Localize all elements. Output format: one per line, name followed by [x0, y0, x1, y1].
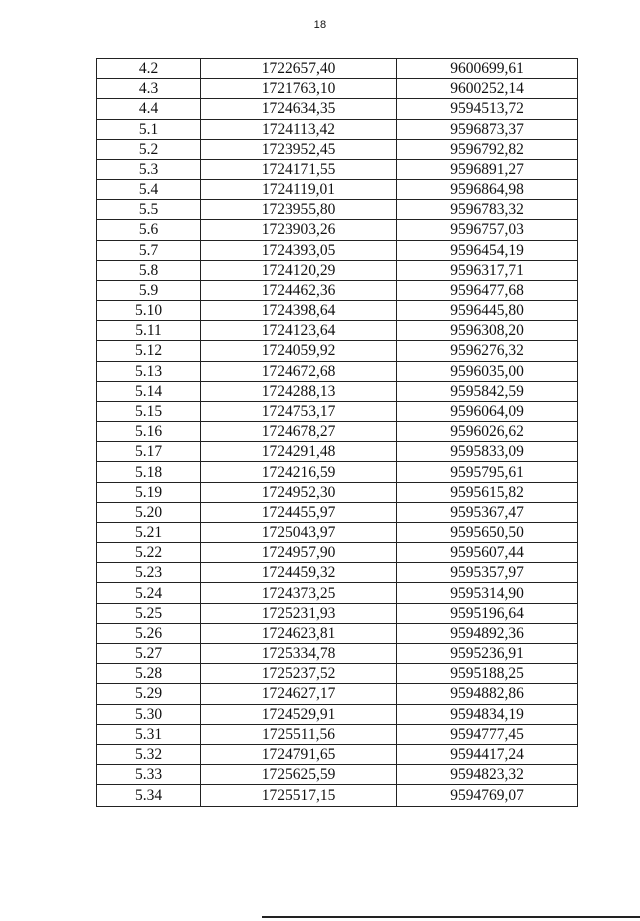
- point-number-cell: 4.3: [97, 79, 201, 99]
- bottom-rule: [262, 916, 640, 918]
- table-row: [97, 200, 578, 220]
- point-number-cell: 5.31: [97, 724, 201, 744]
- point-number-cell: 5.21: [97, 522, 201, 542]
- table-row: [97, 240, 578, 260]
- point-number-cell: 5.29: [97, 684, 201, 704]
- x-coordinate-cell: 1724623,81: [201, 623, 397, 643]
- x-coordinate-cell: 1724171,55: [201, 159, 397, 179]
- table-row: [97, 462, 578, 482]
- x-coordinate-cell: 1725511,56: [201, 724, 397, 744]
- point-number-cell: 5.15: [97, 401, 201, 421]
- point-number-cell: 4.2: [97, 59, 201, 79]
- y-coordinate-cell: 9595196,64: [397, 603, 578, 623]
- y-coordinate-cell: 9595188,25: [397, 664, 578, 684]
- x-coordinate-cell: 1722657,40: [201, 59, 397, 79]
- y-coordinate-cell: 9596454,19: [397, 240, 578, 260]
- x-coordinate-cell: 1724373,25: [201, 583, 397, 603]
- table-row: [97, 280, 578, 300]
- y-coordinate-cell: 9594417,24: [397, 744, 578, 764]
- table-row: [97, 99, 578, 119]
- table-row: [97, 180, 578, 200]
- y-coordinate-cell: 9595795,61: [397, 462, 578, 482]
- point-number-cell: 5.3: [97, 159, 201, 179]
- point-number-cell: 5.23: [97, 563, 201, 583]
- y-coordinate-cell: 9596783,32: [397, 200, 578, 220]
- y-coordinate-cell: 9594882,86: [397, 684, 578, 704]
- table-row: [97, 422, 578, 442]
- point-number-cell: 5.25: [97, 603, 201, 623]
- x-coordinate-cell: 1725231,93: [201, 603, 397, 623]
- x-coordinate-cell: 1724123,64: [201, 321, 397, 341]
- y-coordinate-cell: 9595615,82: [397, 482, 578, 502]
- y-coordinate-cell: 9596026,62: [397, 422, 578, 442]
- y-coordinate-cell: 9600252,14: [397, 79, 578, 99]
- x-coordinate-cell: 1724059,92: [201, 341, 397, 361]
- y-coordinate-cell: 9596035,00: [397, 361, 578, 381]
- y-coordinate-cell: 9595842,59: [397, 381, 578, 401]
- table-row: [97, 260, 578, 280]
- x-coordinate-cell: 1724393,05: [201, 240, 397, 260]
- x-coordinate-cell: 1721763,10: [201, 79, 397, 99]
- y-coordinate-cell: 9595357,97: [397, 563, 578, 583]
- table-row: [97, 724, 578, 744]
- x-coordinate-cell: 1724634,35: [201, 99, 397, 119]
- table-row: [97, 159, 578, 179]
- x-coordinate-cell: 1725043,97: [201, 522, 397, 542]
- x-coordinate-cell: 1724672,68: [201, 361, 397, 381]
- point-number-cell: 5.1: [97, 119, 201, 139]
- point-number-cell: 5.9: [97, 280, 201, 300]
- x-coordinate-cell: 1724459,32: [201, 563, 397, 583]
- point-number-cell: 5.7: [97, 240, 201, 260]
- table-row: [97, 59, 578, 79]
- point-number-cell: 5.18: [97, 462, 201, 482]
- point-number-cell: 5.34: [97, 785, 201, 807]
- table-row: [97, 220, 578, 240]
- table-row: [97, 442, 578, 462]
- table-row: [97, 744, 578, 764]
- point-number-cell: 5.22: [97, 543, 201, 563]
- table-row: [97, 301, 578, 321]
- table-row: [97, 765, 578, 785]
- table-row: [97, 704, 578, 724]
- y-coordinate-cell: 9596792,82: [397, 139, 578, 159]
- point-number-cell: 5.28: [97, 664, 201, 684]
- x-coordinate-cell: 1724529,91: [201, 704, 397, 724]
- y-coordinate-cell: 9594769,07: [397, 785, 578, 807]
- y-coordinate-cell: 9596445,80: [397, 301, 578, 321]
- point-number-cell: 5.10: [97, 301, 201, 321]
- table-row: [97, 502, 578, 522]
- table-row: [97, 341, 578, 361]
- x-coordinate-cell: 1724113,42: [201, 119, 397, 139]
- point-number-cell: 5.12: [97, 341, 201, 361]
- x-coordinate-cell: 1724791,65: [201, 744, 397, 764]
- point-number-cell: 5.16: [97, 422, 201, 442]
- table-row: [97, 522, 578, 542]
- table-row: [97, 643, 578, 663]
- x-coordinate-cell: 1724627,17: [201, 684, 397, 704]
- point-number-cell: 5.2: [97, 139, 201, 159]
- x-coordinate-cell: 1724957,90: [201, 543, 397, 563]
- table-row: [97, 482, 578, 502]
- y-coordinate-cell: 9600699,61: [397, 59, 578, 79]
- table-row: [97, 119, 578, 139]
- y-coordinate-cell: 9596477,68: [397, 280, 578, 300]
- y-coordinate-cell: 9596064,09: [397, 401, 578, 421]
- point-number-cell: 5.4: [97, 180, 201, 200]
- x-coordinate-cell: 1724455,97: [201, 502, 397, 522]
- x-coordinate-cell: 1723955,80: [201, 200, 397, 220]
- y-coordinate-cell: 9594834,19: [397, 704, 578, 724]
- y-coordinate-cell: 9594513,72: [397, 99, 578, 119]
- y-coordinate-cell: 9595367,47: [397, 502, 578, 522]
- x-coordinate-cell: 1724119,01: [201, 180, 397, 200]
- y-coordinate-cell: 9595607,44: [397, 543, 578, 563]
- point-number-cell: 5.17: [97, 442, 201, 462]
- y-coordinate-cell: 9594823,32: [397, 765, 578, 785]
- x-coordinate-cell: 1724462,36: [201, 280, 397, 300]
- table-row: [97, 583, 578, 603]
- point-number-cell: 5.11: [97, 321, 201, 341]
- y-coordinate-cell: 9594892,36: [397, 623, 578, 643]
- y-coordinate-cell: 9596276,32: [397, 341, 578, 361]
- page-number: 18: [313, 19, 327, 31]
- point-number-cell: 5.20: [97, 502, 201, 522]
- table-row: [97, 79, 578, 99]
- point-number-cell: 5.5: [97, 200, 201, 220]
- point-number-cell: 5.32: [97, 744, 201, 764]
- x-coordinate-cell: 1724288,13: [201, 381, 397, 401]
- x-coordinate-cell: 1724678,27: [201, 422, 397, 442]
- table-row: [97, 785, 578, 807]
- y-coordinate-cell: 9595314,90: [397, 583, 578, 603]
- point-number-cell: 5.6: [97, 220, 201, 240]
- table-row: [97, 321, 578, 341]
- x-coordinate-cell: 1724398,64: [201, 301, 397, 321]
- point-number-cell: 5.8: [97, 260, 201, 280]
- x-coordinate-cell: 1724120,29: [201, 260, 397, 280]
- y-coordinate-cell: 9596873,37: [397, 119, 578, 139]
- y-coordinate-cell: 9596891,27: [397, 159, 578, 179]
- table-row: [97, 543, 578, 563]
- x-coordinate-cell: 1724952,30: [201, 482, 397, 502]
- table-row: [97, 664, 578, 684]
- table-row: [97, 401, 578, 421]
- y-coordinate-cell: 9596317,71: [397, 260, 578, 280]
- point-number-cell: 5.14: [97, 381, 201, 401]
- table-row: [97, 603, 578, 623]
- x-coordinate-cell: 1724291,48: [201, 442, 397, 462]
- y-coordinate-cell: 9595236,91: [397, 643, 578, 663]
- table-row: [97, 381, 578, 401]
- y-coordinate-cell: 9596757,03: [397, 220, 578, 240]
- x-coordinate-cell: 1725237,52: [201, 664, 397, 684]
- y-coordinate-cell: 9596864,98: [397, 180, 578, 200]
- x-coordinate-cell: 1724216,59: [201, 462, 397, 482]
- table-row: [97, 139, 578, 159]
- point-number-cell: 5.30: [97, 704, 201, 724]
- table-row: [97, 684, 578, 704]
- point-number-cell: 5.13: [97, 361, 201, 381]
- x-coordinate-cell: 1725517,15: [201, 785, 397, 807]
- x-coordinate-cell: 1724753,17: [201, 401, 397, 421]
- point-number-cell: 5.27: [97, 643, 201, 663]
- point-number-cell: 5.33: [97, 765, 201, 785]
- x-coordinate-cell: 1723952,45: [201, 139, 397, 159]
- coordinates-table: [96, 58, 578, 807]
- y-coordinate-cell: 9595650,50: [397, 522, 578, 542]
- y-coordinate-cell: 9595833,09: [397, 442, 578, 462]
- point-number-cell: 5.19: [97, 482, 201, 502]
- x-coordinate-cell: 1723903,26: [201, 220, 397, 240]
- y-coordinate-cell: 9594777,45: [397, 724, 578, 744]
- y-coordinate-cell: 9596308,20: [397, 321, 578, 341]
- table-row: [97, 361, 578, 381]
- point-number-cell: 5.26: [97, 623, 201, 643]
- table-row: [97, 623, 578, 643]
- x-coordinate-cell: 1725334,78: [201, 643, 397, 663]
- x-coordinate-cell: 1725625,59: [201, 765, 397, 785]
- point-number-cell: 4.4: [97, 99, 201, 119]
- point-number-cell: 5.24: [97, 583, 201, 603]
- coordinates-table-body: [97, 59, 578, 807]
- table-row: [97, 563, 578, 583]
